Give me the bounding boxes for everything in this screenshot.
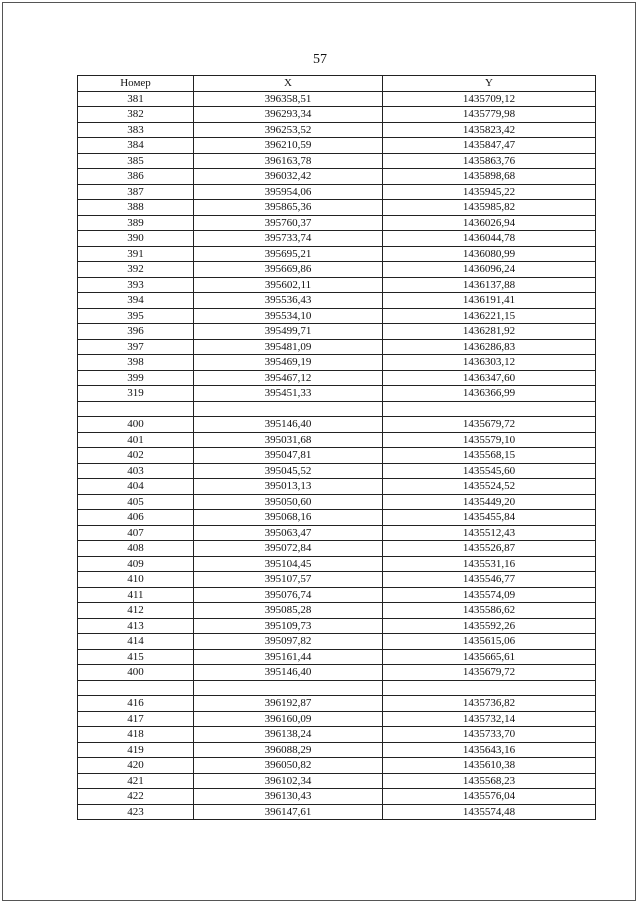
table-row bbox=[78, 665, 596, 681]
cell-x: 396210,59 bbox=[194, 138, 383, 154]
cell-y: 1435709,12 bbox=[383, 91, 596, 107]
cell-x: 396138,24 bbox=[194, 727, 383, 743]
cell-x: 395045,52 bbox=[194, 463, 383, 479]
table-row bbox=[78, 618, 596, 634]
cell-x: 395669,86 bbox=[194, 262, 383, 278]
table-row bbox=[78, 463, 596, 479]
cell-y: 1435823,42 bbox=[383, 122, 596, 138]
cell-number: 381 bbox=[78, 91, 194, 107]
cell-number: 389 bbox=[78, 215, 194, 231]
table-row bbox=[78, 525, 596, 541]
table-row bbox=[78, 339, 596, 355]
cell-x: 396192,87 bbox=[194, 696, 383, 712]
cell-number: 401 bbox=[78, 432, 194, 448]
cell-number: 390 bbox=[78, 231, 194, 247]
cell-x: 395954,06 bbox=[194, 184, 383, 200]
cell-y: 1435615,06 bbox=[383, 634, 596, 650]
table-row bbox=[78, 231, 596, 247]
cell-x: 395451,33 bbox=[194, 386, 383, 402]
empty-cell bbox=[78, 680, 194, 696]
cell-y: 1435898,68 bbox=[383, 169, 596, 185]
table-row bbox=[78, 556, 596, 572]
table-row bbox=[78, 510, 596, 526]
cell-y: 1435568,15 bbox=[383, 448, 596, 464]
cell-x: 396147,61 bbox=[194, 804, 383, 820]
table-header-row bbox=[78, 76, 596, 92]
cell-y: 1435531,16 bbox=[383, 556, 596, 572]
cell-y: 1436366,99 bbox=[383, 386, 596, 402]
cell-x: 395063,47 bbox=[194, 525, 383, 541]
empty-cell bbox=[383, 401, 596, 417]
cell-number: 419 bbox=[78, 742, 194, 758]
cell-x: 395499,71 bbox=[194, 324, 383, 340]
table-row bbox=[78, 308, 596, 324]
table-row bbox=[78, 370, 596, 386]
cell-x: 395104,45 bbox=[194, 556, 383, 572]
header-x: X bbox=[194, 76, 383, 92]
cell-x: 395076,74 bbox=[194, 587, 383, 603]
cell-number: 397 bbox=[78, 339, 194, 355]
header-y: Y bbox=[383, 76, 596, 92]
cell-number: 417 bbox=[78, 711, 194, 727]
cell-x: 395760,37 bbox=[194, 215, 383, 231]
cell-number: 416 bbox=[78, 696, 194, 712]
table-row bbox=[78, 293, 596, 309]
cell-x: 396050,82 bbox=[194, 758, 383, 774]
cell-number: 412 bbox=[78, 603, 194, 619]
cell-y: 1435643,16 bbox=[383, 742, 596, 758]
cell-number: 398 bbox=[78, 355, 194, 371]
table-row bbox=[78, 324, 596, 340]
cell-y: 1436191,41 bbox=[383, 293, 596, 309]
cell-y: 1435863,76 bbox=[383, 153, 596, 169]
cell-y: 1435568,23 bbox=[383, 773, 596, 789]
cell-number: 404 bbox=[78, 479, 194, 495]
cell-number: 407 bbox=[78, 525, 194, 541]
cell-x: 395109,73 bbox=[194, 618, 383, 634]
cell-y: 1435847,47 bbox=[383, 138, 596, 154]
cell-number: 392 bbox=[78, 262, 194, 278]
cell-x: 396102,34 bbox=[194, 773, 383, 789]
empty-cell bbox=[194, 401, 383, 417]
table-row bbox=[78, 479, 596, 495]
cell-number: 410 bbox=[78, 572, 194, 588]
table-row bbox=[78, 277, 596, 293]
table-row bbox=[78, 417, 596, 433]
cell-number: 400 bbox=[78, 665, 194, 681]
table-row bbox=[78, 711, 596, 727]
table-row bbox=[78, 184, 596, 200]
cell-number: 418 bbox=[78, 727, 194, 743]
table-row bbox=[78, 773, 596, 789]
cell-number: 394 bbox=[78, 293, 194, 309]
cell-x: 396032,42 bbox=[194, 169, 383, 185]
cell-number: 393 bbox=[78, 277, 194, 293]
cell-x: 395865,36 bbox=[194, 200, 383, 216]
cell-number: 319 bbox=[78, 386, 194, 402]
table-row bbox=[78, 587, 596, 603]
cell-y: 1435586,62 bbox=[383, 603, 596, 619]
cell-y: 1435665,61 bbox=[383, 649, 596, 665]
table-row bbox=[78, 448, 596, 464]
empty-cell bbox=[194, 680, 383, 696]
table-row bbox=[78, 169, 596, 185]
table-row bbox=[78, 355, 596, 371]
cell-y: 1436303,12 bbox=[383, 355, 596, 371]
cell-x: 395146,40 bbox=[194, 665, 383, 681]
cell-number: 408 bbox=[78, 541, 194, 557]
cell-y: 1435546,77 bbox=[383, 572, 596, 588]
cell-number: 385 bbox=[78, 153, 194, 169]
cell-x: 395047,81 bbox=[194, 448, 383, 464]
cell-y: 1435592,26 bbox=[383, 618, 596, 634]
cell-y: 1435733,70 bbox=[383, 727, 596, 743]
cell-number: 413 bbox=[78, 618, 194, 634]
cell-y: 1435449,20 bbox=[383, 494, 596, 510]
cell-x: 395695,21 bbox=[194, 246, 383, 262]
cell-x: 395107,57 bbox=[194, 572, 383, 588]
cell-number: 422 bbox=[78, 789, 194, 805]
cell-number: 403 bbox=[78, 463, 194, 479]
cell-x: 396088,29 bbox=[194, 742, 383, 758]
cell-y: 1435779,98 bbox=[383, 107, 596, 123]
cell-number: 386 bbox=[78, 169, 194, 185]
cell-x: 396293,34 bbox=[194, 107, 383, 123]
table-row bbox=[78, 246, 596, 262]
cell-number: 400 bbox=[78, 417, 194, 433]
header-number: Номер bbox=[78, 76, 194, 92]
cell-x: 396160,09 bbox=[194, 711, 383, 727]
cell-x: 395013,13 bbox=[194, 479, 383, 495]
cell-number: 387 bbox=[78, 184, 194, 200]
table-row bbox=[78, 727, 596, 743]
cell-y: 1435574,09 bbox=[383, 587, 596, 603]
cell-x: 395072,84 bbox=[194, 541, 383, 557]
page-number: 57 bbox=[313, 52, 327, 67]
cell-number: 391 bbox=[78, 246, 194, 262]
cell-number: 405 bbox=[78, 494, 194, 510]
cell-y: 1435732,14 bbox=[383, 711, 596, 727]
table-row bbox=[78, 634, 596, 650]
cell-x: 395146,40 bbox=[194, 417, 383, 433]
cell-y: 1435579,10 bbox=[383, 432, 596, 448]
empty-cell bbox=[78, 401, 194, 417]
table-row bbox=[78, 649, 596, 665]
table-row bbox=[78, 494, 596, 510]
cell-number: 411 bbox=[78, 587, 194, 603]
cell-y: 1435574,48 bbox=[383, 804, 596, 820]
cell-y: 1435524,52 bbox=[383, 479, 596, 495]
cell-y: 1436221,15 bbox=[383, 308, 596, 324]
cell-x: 395469,19 bbox=[194, 355, 383, 371]
table-row bbox=[78, 215, 596, 231]
cell-x: 395050,60 bbox=[194, 494, 383, 510]
table-row bbox=[78, 758, 596, 774]
cell-y: 1435985,82 bbox=[383, 200, 596, 216]
cell-y: 1435679,72 bbox=[383, 665, 596, 681]
cell-y: 1435945,22 bbox=[383, 184, 596, 200]
table-row bbox=[78, 804, 596, 820]
cell-x: 395161,44 bbox=[194, 649, 383, 665]
cell-y: 1435576,04 bbox=[383, 789, 596, 805]
cell-x: 395481,09 bbox=[194, 339, 383, 355]
cell-number: 421 bbox=[78, 773, 194, 789]
cell-x: 395536,43 bbox=[194, 293, 383, 309]
cell-x: 395534,10 bbox=[194, 308, 383, 324]
table-row bbox=[78, 432, 596, 448]
cell-x: 395097,82 bbox=[194, 634, 383, 650]
table-row bbox=[78, 153, 596, 169]
cell-number: 395 bbox=[78, 308, 194, 324]
cell-y: 1435526,87 bbox=[383, 541, 596, 557]
cell-x: 395068,16 bbox=[194, 510, 383, 526]
cell-x: 396163,78 bbox=[194, 153, 383, 169]
cell-number: 409 bbox=[78, 556, 194, 572]
cell-y: 1436026,94 bbox=[383, 215, 596, 231]
table-row bbox=[78, 742, 596, 758]
group-separator-row bbox=[78, 401, 596, 417]
cell-y: 1435736,82 bbox=[383, 696, 596, 712]
cell-x: 395085,28 bbox=[194, 603, 383, 619]
table-body bbox=[78, 91, 596, 820]
cell-number: 383 bbox=[78, 122, 194, 138]
cell-y: 1436044,78 bbox=[383, 231, 596, 247]
table-row bbox=[78, 572, 596, 588]
cell-y: 1436080,99 bbox=[383, 246, 596, 262]
cell-number: 388 bbox=[78, 200, 194, 216]
table-row bbox=[78, 789, 596, 805]
table-row bbox=[78, 696, 596, 712]
cell-number: 420 bbox=[78, 758, 194, 774]
cell-x: 396130,43 bbox=[194, 789, 383, 805]
cell-x: 396253,52 bbox=[194, 122, 383, 138]
cell-number: 396 bbox=[78, 324, 194, 340]
cell-x: 396358,51 bbox=[194, 91, 383, 107]
table-row bbox=[78, 122, 596, 138]
cell-number: 415 bbox=[78, 649, 194, 665]
cell-number: 399 bbox=[78, 370, 194, 386]
cell-y: 1436286,83 bbox=[383, 339, 596, 355]
cell-y: 1435455,84 bbox=[383, 510, 596, 526]
cell-y: 1436096,24 bbox=[383, 262, 596, 278]
table-row bbox=[78, 541, 596, 557]
cell-number: 423 bbox=[78, 804, 194, 820]
cell-number: 384 bbox=[78, 138, 194, 154]
cell-number: 382 bbox=[78, 107, 194, 123]
cell-number: 402 bbox=[78, 448, 194, 464]
cell-y: 1435610,38 bbox=[383, 758, 596, 774]
cell-x: 395467,12 bbox=[194, 370, 383, 386]
cell-number: 406 bbox=[78, 510, 194, 526]
table-row bbox=[78, 262, 596, 278]
table-row bbox=[78, 107, 596, 123]
group-separator-row bbox=[78, 680, 596, 696]
cell-y: 1436347,60 bbox=[383, 370, 596, 386]
coordinates-table bbox=[77, 75, 596, 820]
table-row bbox=[78, 386, 596, 402]
cell-y: 1436137,88 bbox=[383, 277, 596, 293]
empty-cell bbox=[383, 680, 596, 696]
table-row bbox=[78, 138, 596, 154]
cell-y: 1435512,43 bbox=[383, 525, 596, 541]
table-row bbox=[78, 91, 596, 107]
cell-number: 414 bbox=[78, 634, 194, 650]
cell-x: 395602,11 bbox=[194, 277, 383, 293]
cell-y: 1435679,72 bbox=[383, 417, 596, 433]
cell-x: 395733,74 bbox=[194, 231, 383, 247]
cell-y: 1436281,92 bbox=[383, 324, 596, 340]
cell-x: 395031,68 bbox=[194, 432, 383, 448]
table-row bbox=[78, 603, 596, 619]
cell-y: 1435545,60 bbox=[383, 463, 596, 479]
table-row bbox=[78, 200, 596, 216]
